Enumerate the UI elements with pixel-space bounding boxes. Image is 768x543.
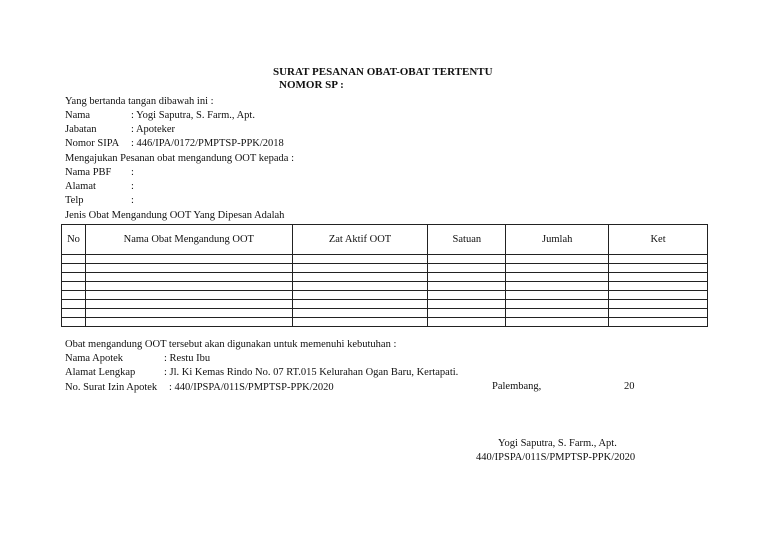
field-value: : 440/IPSPA/011S/PMPTSP-PPK/2020 bbox=[169, 382, 334, 393]
field-label: Telp bbox=[65, 195, 84, 206]
table-row bbox=[62, 318, 708, 327]
pbf-name-row bbox=[65, 166, 265, 179]
column-header-quantity: Jumlah bbox=[506, 225, 609, 255]
signer-number: 440/IPSPA/011S/PMPTSP-PPK/2020 bbox=[476, 452, 636, 463]
column-header-note: Ket bbox=[609, 225, 708, 255]
field-label: Nomor SIPA bbox=[65, 138, 120, 149]
field-value: : Yogi Saputra, S. Farm., Apt. bbox=[131, 110, 255, 121]
pbf-address-row bbox=[65, 180, 265, 193]
field-value: : 446/IPA/0172/PMPTSP-PPK/2018 bbox=[131, 138, 284, 149]
column-header-active-substance: Zat Aktif OOT bbox=[292, 225, 428, 255]
field-label: Alamat bbox=[65, 181, 96, 192]
field-value: : bbox=[131, 195, 134, 206]
column-header-unit: Satuan bbox=[428, 225, 506, 255]
table-row bbox=[62, 282, 708, 291]
table-row bbox=[62, 255, 708, 264]
year-text: 20 bbox=[624, 381, 635, 392]
signatory-sipa-row bbox=[65, 137, 465, 150]
column-header-drug-name: Nama Obat Mengandung OOT bbox=[85, 225, 292, 255]
order-table bbox=[61, 224, 708, 327]
table-caption: Jenis Obat Mengandung OOT Yang Dipesan Adalah bbox=[65, 210, 285, 221]
field-label: Jabatan bbox=[65, 124, 97, 135]
intro-text: Yang bertanda tangan dibawah ini : bbox=[65, 96, 214, 107]
table-row bbox=[62, 309, 708, 318]
column-header-no: No bbox=[62, 225, 86, 255]
pharmacy-license-row bbox=[65, 381, 485, 394]
field-value: : Apoteker bbox=[131, 124, 176, 135]
document-title: SURAT PESANAN OBAT-OBAT TERTENTU bbox=[273, 66, 493, 78]
pbf-phone-row bbox=[65, 194, 265, 207]
usage-line: Obat mengandung OOT tersebut akan digunakan untuk memenuhi kebutuhan : bbox=[65, 339, 397, 350]
signer-name: Yogi Saputra, S. Farm., Apt. bbox=[498, 438, 617, 449]
table-row bbox=[62, 264, 708, 273]
pharmacy-name-row bbox=[65, 352, 565, 365]
field-label: Nama Apotek bbox=[65, 353, 124, 364]
request-line: Mengajukan Pesanan obat mengandung OOT kepada : bbox=[65, 153, 294, 164]
nomor-sp-heading: NOMOR SP : bbox=[279, 79, 344, 91]
place-text: Palembang, bbox=[492, 381, 542, 392]
table-row bbox=[62, 300, 708, 309]
signatory-position-row bbox=[65, 123, 465, 136]
table-header-row bbox=[62, 225, 708, 255]
field-label: Nama bbox=[65, 110, 91, 121]
signatory-name-row bbox=[65, 109, 465, 122]
field-label: Alamat Lengkap bbox=[65, 367, 136, 378]
field-label: Nama PBF bbox=[65, 167, 112, 178]
field-label: No. Surat Izin Apotek bbox=[65, 382, 158, 393]
field-value: : bbox=[131, 167, 134, 178]
field-value: : bbox=[131, 181, 134, 192]
table-row bbox=[62, 291, 708, 300]
field-value: : Jl. Ki Kemas Rindo No. 07 RT.015 Kelurahan Ogan Baru, Kertapati. bbox=[164, 367, 459, 378]
table-row bbox=[62, 273, 708, 282]
pharmacy-address-row bbox=[65, 366, 565, 379]
field-value: : Restu Ibu bbox=[164, 353, 211, 364]
